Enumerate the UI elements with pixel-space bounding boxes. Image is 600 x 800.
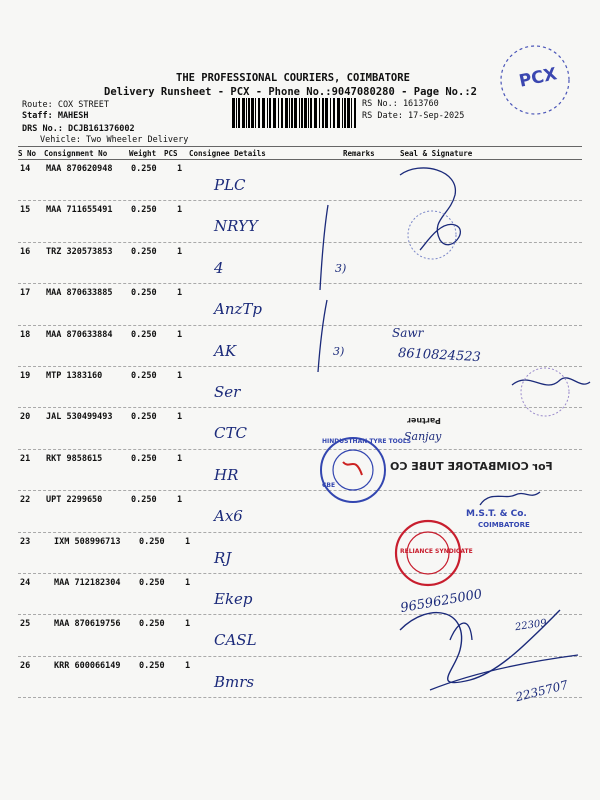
row-sno: 25 [20,619,31,630]
mirrored-stamp-text: For COIMBATORE TUBE CO [390,460,553,473]
row-pcs: 1 [177,495,183,506]
row-consignee-handwriting: CASL [214,631,257,650]
partner-label: Partner [407,416,441,425]
row-consignee-handwriting: 4 [214,258,224,277]
bracket-mark-2: 3) [333,345,345,358]
round-stamp-outer [321,438,385,502]
col-seal: Seal & Signature [400,149,473,158]
partner-sign: Sanjay [404,430,442,443]
col-pcs: PCS [164,149,178,158]
date-note-2: 2235707 [514,677,570,705]
row-consignee-handwriting: AnzTp [214,300,263,319]
row-weight: 0.250 [139,578,165,588]
firm-stamp-city: COIMBATORE [478,521,530,529]
round-stamp-mark [343,462,362,475]
row-pcs: 1 [177,205,183,216]
row-pcs: 1 [177,246,183,257]
row-pcs: 1 [185,660,191,671]
row-weight: 0.250 [139,536,165,547]
pcx-stamp-label: PCX [517,64,559,92]
company-name: THE PROFESSIONAL COURIERS, COIMBATORE [176,72,410,84]
row-consignment: MAA 870633884 [46,329,113,340]
row-sno: 16 [20,246,31,257]
row-weight: 0.250 [131,371,157,381]
row-sno: 20 [20,412,31,423]
row-consignee-handwriting: Bmrs [214,672,255,691]
row-consignment: TRZ 320573853 [46,246,113,257]
col-consignment: Consignment No [44,149,108,158]
row-sno: 22 [20,495,31,506]
row-consignment: KRR 600066149 [54,660,121,671]
row-weight: 0.250 [131,205,157,216]
rs-date: RS Date: 17-Sep-2025 [362,111,465,121]
row-sno: 18 [20,329,31,340]
remark-name: Sawr [392,326,424,340]
row-sno: 21 [20,453,31,464]
col-remarks: Remarks [343,149,375,158]
col-sno: S No [18,149,37,158]
row-pcs: 1 [177,164,183,174]
round-stamp-inner [333,450,373,490]
row-weight: 0.250 [131,288,157,299]
route-label: Route: COX STREET [22,100,109,110]
bracket-mark-1: 3) [335,262,347,275]
row-sno: 19 [20,371,31,381]
remark-phone: 8610824523 [397,345,482,366]
row-weight: 0.250 [131,453,157,464]
row-consignment: MAA 870619756 [54,619,121,630]
row-consignment: MAA 711655491 [46,205,113,216]
row-consignment: JAL 530499493 [46,412,113,423]
row-weight: 0.250 [131,495,157,506]
signature-3 [480,492,540,505]
row-consignee-handwriting: NRYY [214,217,258,236]
row-weight: 0.250 [139,660,165,671]
row-consignee-handwriting: AK [214,341,237,360]
row-sno: 26 [20,660,31,671]
row-weight: 0.250 [139,619,165,630]
row-consignee-handwriting: HR [214,465,239,484]
date-note-1: 22309 [514,617,548,634]
round-stamp-text: HINDUSTHAN TYRE TOOLS [322,438,412,445]
row-pcs: 1 [177,288,183,299]
row-consignee-handwriting: CTC [214,424,247,443]
row-pcs: 1 [185,619,191,630]
bracket-line-2 [318,300,327,372]
vehicle-label: Vehicle: Two Wheeler Delivery [40,135,189,145]
row-consignment: MTP 1383160 [46,371,103,381]
row-consignment: UPT 2299650 [46,495,103,506]
col-consignee: Consignee Details [189,149,266,158]
row-pcs: 1 [177,329,183,340]
rs-number: RS No.: 1613760 [362,99,439,109]
row-consignee-handwriting: Ekep [214,590,253,608]
row-sno: 15 [20,205,31,216]
staff-label: Staff: MAHESH [22,111,89,121]
drs-label: DRS No.: DCJB161376002 [22,124,135,134]
row-weight: 0.250 [131,164,157,174]
row-consignment: MAA 712182304 [54,578,121,588]
row-sno: 14 [20,164,31,174]
runsheet-title: Delivery Runsheet - PCX - Phone No.:9047080280 - Page No.:2 [104,86,477,98]
row-consignee-handwriting: Ser [214,383,241,401]
row-pcs: 1 [185,536,191,547]
phone-note: 9659625000 [399,586,484,617]
row-consignee-handwriting: PLC [214,176,246,194]
row-pcs: 1 [177,453,183,464]
row-consignment: MAA 870620948 [46,164,113,174]
round-stamp-city: CBE [322,482,336,489]
row-sno: 17 [20,288,31,299]
row-weight: 0.250 [131,329,157,340]
firm-stamp-name: M.S.T. & Co. [466,509,527,519]
row-sno: 23 [20,536,31,547]
row-weight: 0.250 [131,412,157,423]
faint-stamp-2 [521,368,569,416]
row-pcs: 1 [185,578,191,588]
row-pcs: 1 [177,371,183,381]
signature-1 [400,168,460,250]
bracket-line-1 [320,205,328,290]
row-consignee-handwriting: Ax6 [214,507,243,526]
row-pcs: 1 [177,412,183,423]
row-consignment: RKT 9858615 [46,453,103,464]
reliance-stamp-text: RELIANCE SYNDICATE [400,548,473,555]
row-sno: 24 [20,578,31,588]
row-consignment: IXM 508996713 [54,536,121,547]
row-consignee-handwriting: RJ [214,548,232,567]
col-weight: Weight [129,149,157,158]
row-consignment: MAA 870633885 [46,288,113,299]
row-weight: 0.250 [131,246,157,257]
